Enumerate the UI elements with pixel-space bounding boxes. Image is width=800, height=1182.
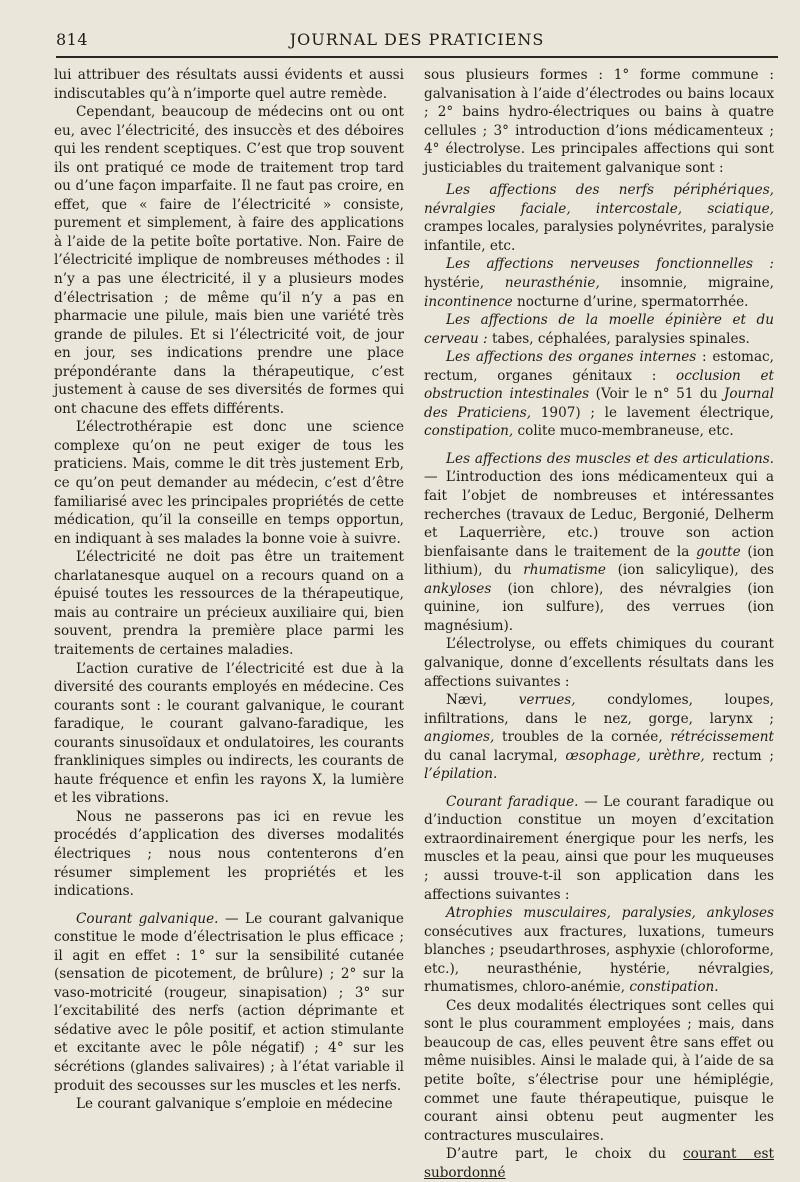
paragraph: sous plusieurs formes : 1° forme commune : galvanisation à l’aide d’électrodes ou bains locaux ; 2° bains hydro-électriques ou bains à quatre cellules ; 3° introduction d’ions médicamenteux ; 4° électrolyse. Les principales affections qui sont justiciables du traitement galvanique sont :	[424, 67, 774, 176]
paragraph: L’électricité ne doit pas être un traitement charlatanesque auquel on a recours quand on a épuisé toutes les ressources de la thérapeutique, mais au contraire un précieux auxiliaire qui, bien souvent, prendra la première place parmi les traitements de certaines maladies.	[54, 549, 404, 658]
paragraph-courant-faradique: Courant faradique. — Le courant faradique ou d’induction constitue un moyen d’excitation extraordinairement énergique pour les nerfs, les muscles et la peau, ainsi que pour les muqueuses ; aussi trouve-t-il son application dans les affections suivantes :	[424, 793, 775, 903]
paragraph: L’action curative de l’électricité est due à la diversité des courants employés en médecine. Ces courants sont : le courant galvanique, le courant faradique, le courant galvano-faradique, les courants sinusoïdaux et ondulatoires, les courants frankliniques simples ou indirects, les courants de haute fréquence et enfin les rayons X, la lumière et les vibrations.	[54, 660, 404, 807]
paragraph: Les affections des nerfs périphériques, névralgies faciale, intercostale, sciatique, crampes locales, paralysies polynévrites, paralysie infantile, etc.	[424, 182, 774, 254]
paragraph: Le courant galvanique s’emploie en médecine	[76, 1096, 393, 1113]
paragraph: Cependant, beaucoup de médecins ont ou ont eu, avec l’électricité, des insuccès et des déboires qui les rendent sceptiques. C’est que trop souvent ils ont pratiqué ce mode de traitement trop tard ou d’une façon imparfaite. Il ne faut pas croire, en effet, que « faire de l’électricité » consiste, purement et simplement, à faire des applications à l’aide de la petite boîte portative. Non. Faire de l’électricité implique de nombreuses méthodes : il n’y a pas une électricité, il y a plusieurs modes d’électrisation ; de même qu’il n’y a pas en pharmacie une pilule, mais bien une variété très grande de pilules. Et si l’électricité voit, de jour en jour, ses indications prendre une place prépondérante dans la thérapeutique, c’est justement à cause de ses diversités de formes qui ont chacune des effets différents.	[54, 104, 404, 417]
paragraph: Les affections des muscles et des articulations. — L’introduction des ions médicamenteux qui a fait l’objet de nombreuses et intéressantes recherches (travaux de Leduc, Bergonié, Delherm et Laquerrière, etc.) trouve son action bienfaisante dans le traitement de la goutte (ion lithium), du rhumatisme (ion salicylique), des ankyloses (ion chlore), des névralgies (ion quinine, ion sulfure), des verrues (ion magnésium).	[424, 450, 774, 634]
paragraph: Ces deux modalités électriques sont celles qui sont le plus couramment employées ; mais, dans beaucoup de cas, elles peuvent être sans effet ou même nuisibles. Ainsi le malade qui, à l’aide de sa petite boîte, s’électrise pour une hémiplégie, commet une faute thérapeutique, puisque le courant ainsi obtenu peut augmenter les contractures musculaires.	[424, 997, 774, 1144]
paragraph: L’électrolyse, ou effets chimiques du courant galvanique, donne d’excellents résultats dans les affections suivantes :	[424, 636, 774, 690]
paragraph: Les affections nerveuses fonctionnelles : hystérie, neurasthénie, insomnie, migraine, incontinence nocturne d’urine, spermatorrhée.	[424, 256, 774, 310]
paragraph: lui attribuer des résultats aussi évidents et aussi indiscutables qu’à n’importe quel autre remède.	[54, 67, 404, 102]
paragraph: L’électrothérapie est donc une science complexe qu’on ne peut exiger de tous les praticiens. Mais, comme le dit très justement Erb, ce qu’on peut demander au médecin, c’est d’être familiarisé avec les principales propriétés de cette médication, qu’il la conseille en temps opportun, en indiquant à ses malades la bonne voie à suivre.	[54, 419, 404, 547]
left-column	[54, 66, 404, 1114]
paragraph: D’autre part, le choix du courant est subordonné	[424, 1146, 774, 1181]
paragraph: Nous ne passerons pas ici en revue les procédés d’application des diverses modalités électriques ; nous nous contenterons d’en résumer simplement les propriétés et les indications.	[54, 808, 404, 900]
paragraph-courant-galvanique: Courant galvanique. — Le courant galvanique constitue le mode d’électrisation le plus efficace ; il agit en effet : 1° sur la sensibilité cutanée (sensation de picotement, de brûlure) ; 2° sur la vaso-motricité (rougeur, sinapisation) ; 3° sur l’excitabilité des nerfs (action déprimante et sédative avec le pôle positif, et action stimulante et excitante avec le pôle négatif) ; 4° sur les sécrétions (glandes salivaires) ; à l’état variable il produit des secousses sur les muscles et les nerfs.	[54, 910, 404, 1094]
header-rule	[56, 56, 778, 58]
paragraph: Nævi, verrues, condylomes, loupes, infiltrations, dans le nez, gorge, larynx ; angiomes, troubles de la cornée, rétrécissement du canal lacrymal, œsophage, urèthre, rectum ; l’épilation.	[424, 692, 775, 783]
right-column	[424, 66, 774, 1182]
section-heading: Courant galvanique.	[76, 910, 219, 927]
page-header	[56, 30, 778, 52]
paragraph: Atrophies musculaires, paralysies, ankyloses consécutives aux fractures, luxations, tumeurs blanches ; pseudarthroses, asphyxie (chloroforme, etc.), neurasthénie, hystérie, névralgies, rhumatismes, chloro-anémie, constipation.	[424, 905, 774, 996]
paragraph: Les affections des organes internes : estomac, rectum, organes génitaux : occlusion et obstruction intestinales (Voir le n° 51 du Journal des Praticiens, 1907) ; le lavement électrique, constipation, colite muco-membraneuse, etc.	[424, 349, 775, 440]
page-number: 814	[56, 30, 89, 49]
section-heading: Courant faradique.	[446, 793, 579, 810]
journal-title: JOURNAL DES PRATICIENS	[289, 30, 545, 49]
paragraph: Les affections de la moelle épinière et du cerveau : tabes, céphalées, paralysies spinales.	[424, 312, 774, 347]
